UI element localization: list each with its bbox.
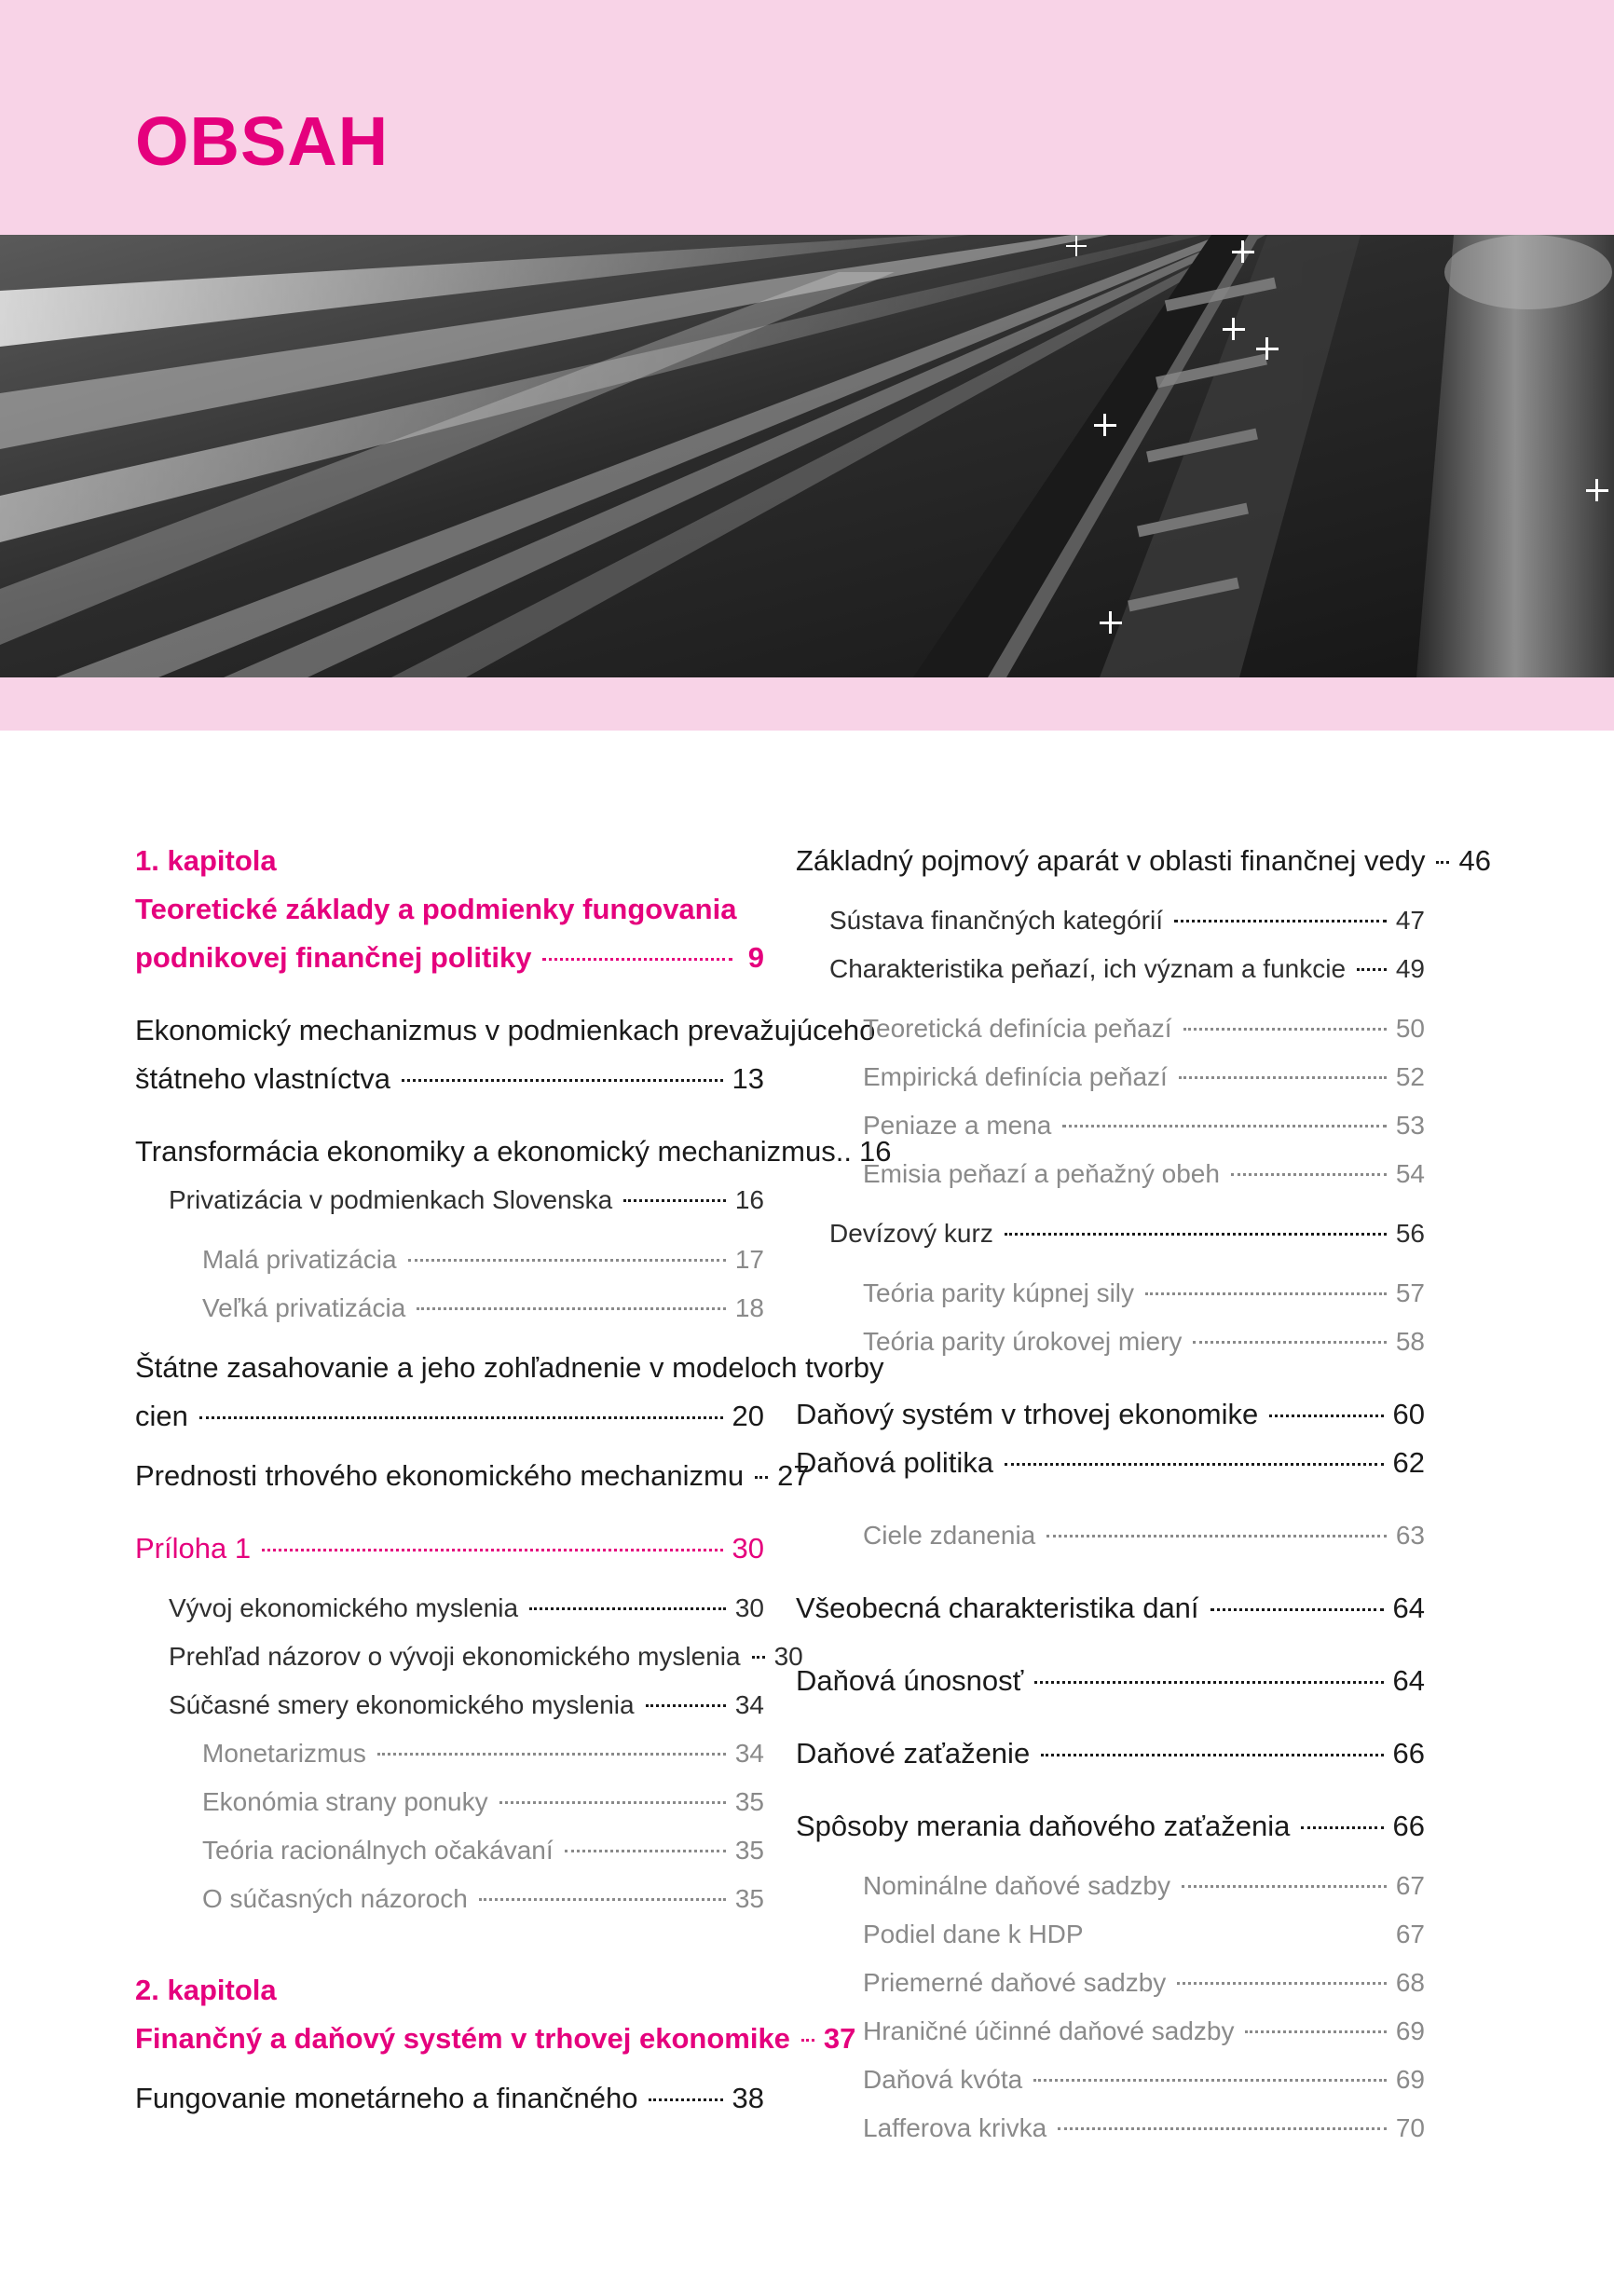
- toc-entry-title: Daňový systém v trhovej ekonomike: [796, 1398, 1259, 1430]
- toc-leader: [1269, 1414, 1383, 1417]
- toc-leader: [402, 1079, 723, 1082]
- toc-page-number: 57: [1395, 1278, 1425, 1307]
- toc-page-number: 63: [1395, 1521, 1425, 1550]
- toc-entry-title: Emisia peňazí a peňažný obeh: [863, 1159, 1220, 1188]
- banner-bottom-band: [0, 677, 1614, 731]
- toc-page-number: 34: [734, 1690, 764, 1719]
- toc-entry-title: O súčasných názoroch: [202, 1884, 468, 1913]
- toc-leader: [1058, 2127, 1387, 2130]
- toc-leader: [646, 1704, 726, 1707]
- toc-page-number: 37: [823, 2022, 856, 2055]
- toc-entry[interactable]: [135, 1875, 764, 1923]
- toc-entry-title: Príloha 1: [135, 1532, 252, 1565]
- appendix-entry[interactable]: [135, 1524, 764, 1573]
- toc-page-number: 67: [1395, 1920, 1425, 1948]
- toc-page-number: 70: [1395, 2113, 1425, 2142]
- toc-entry[interactable]: [796, 1101, 1425, 1150]
- toc-leader: [623, 1199, 726, 1202]
- toc-page-number: 56: [1395, 1219, 1425, 1248]
- toc-entry[interactable]: [796, 1511, 1425, 1560]
- toc-page-number: 60: [1392, 1398, 1425, 1430]
- toc-leader: [1183, 1028, 1387, 1031]
- toc-leader: [1046, 1535, 1387, 1538]
- chapter-1-title-line: Teoretické základy a podmienky fungovania: [135, 893, 737, 925]
- toc-entry[interactable]: [796, 2056, 1425, 2104]
- toc-leader: [377, 1753, 726, 1756]
- toc-page-number: 69: [1395, 2016, 1425, 2045]
- toc-entry-title: Prednosti trhového ekonomického mechanizmu: [135, 1459, 745, 1492]
- toc-entry[interactable]: [796, 2007, 1425, 2056]
- toc-leader: [1034, 1681, 1383, 1684]
- toc-entry[interactable]: [135, 1826, 764, 1875]
- toc-page-number: 49: [1395, 954, 1425, 983]
- toc-page-number: 50: [1395, 1014, 1425, 1043]
- page-title: OBSAH: [135, 102, 390, 180]
- toc-leader: [1177, 1982, 1387, 1985]
- toc-page-number: 35: [734, 1884, 764, 1913]
- toc-entry-title: Nominálne daňové sadzby: [863, 1871, 1170, 1900]
- toc-entry[interactable]: [135, 1729, 764, 1778]
- toc-leader: [408, 1259, 726, 1262]
- toc-page-number: 58: [1395, 1327, 1425, 1356]
- toc-leader: [1231, 1173, 1387, 1176]
- toc-leader: [1179, 1076, 1387, 1079]
- toc-entry[interactable]: [135, 1176, 764, 1224]
- toc-leader: [417, 1307, 726, 1310]
- toc-page-number: 18: [734, 1293, 764, 1322]
- toc-entry-title: štátneho vlastníctva: [135, 1062, 390, 1095]
- toc-leader: [1357, 968, 1387, 971]
- chapter-1-label: 1. kapitola: [135, 844, 277, 877]
- toc-entry[interactable]: [135, 1236, 764, 1284]
- toc-leader: [542, 958, 732, 961]
- toc-page-number: 13: [732, 1062, 764, 1095]
- toc-entry-title: Privatizácia v podmienkach Slovenska: [169, 1185, 613, 1214]
- toc-entry-title: Základný pojmový aparát v oblasti finančnej vedy: [796, 844, 1426, 877]
- toc-entry-title: Vývoj ekonomického myslenia: [169, 1593, 519, 1622]
- toc-leader: [1436, 861, 1449, 864]
- toc-page-number: 34: [734, 1739, 764, 1768]
- chapter-1-entry[interactable]: [135, 934, 764, 982]
- toc-leader: [1005, 1463, 1384, 1466]
- toc-leader: [1145, 1292, 1387, 1295]
- toc-entry-title: Monetarizmus: [202, 1739, 366, 1768]
- toc-entry[interactable]: [796, 1210, 1425, 1258]
- toc-entry[interactable]: [135, 1584, 764, 1633]
- chapter-2-label: 2. kapitola: [135, 1974, 277, 2006]
- toc-entry[interactable]: [796, 945, 1425, 993]
- toc-entry-title: Fungovanie monetárneho a finančného: [135, 2082, 638, 2114]
- toc-leader: [1210, 1608, 1384, 1611]
- toc-page-number: 64: [1392, 1664, 1425, 1697]
- toc-entry[interactable]: [796, 1318, 1425, 1366]
- toc-page-number: 66: [1392, 1810, 1425, 1842]
- toc-entry[interactable]: [796, 896, 1425, 945]
- toc-entry-line: Ekonomický mechanizmus v podmienkach prevažujúceho: [135, 1014, 876, 1046]
- toc-page-number: 52: [1395, 1062, 1425, 1091]
- toc-entry-title: Sústava finančných kategórií: [829, 906, 1163, 935]
- toc-page-number: 30: [773, 1642, 803, 1671]
- toc-right-column: [796, 837, 1491, 2152]
- toc-entry[interactable]: [135, 1778, 764, 1826]
- toc-leader: [755, 1476, 768, 1479]
- toc-entry[interactable]: [796, 1910, 1425, 1959]
- toc-entry-title: Daňová kvóta: [863, 2065, 1023, 2094]
- toc-entry-title: Teória parity kúpnej sily: [863, 1278, 1135, 1307]
- toc-entry-title: Všeobecná charakteristika daní: [796, 1592, 1199, 1624]
- toc-entry[interactable]: [796, 1004, 1425, 1053]
- toc-page-number: 27: [777, 1459, 810, 1492]
- toc-entry-title: Daňová únosnosť: [796, 1664, 1024, 1697]
- toc-entry[interactable]: [135, 2074, 764, 2123]
- toc-entry-title: Priemerné daňové sadzby: [863, 1968, 1167, 1997]
- toc-entry[interactable]: [796, 1150, 1425, 1198]
- toc-page-number: 35: [734, 1787, 764, 1816]
- toc-entry-title: Empirická definícia peňazí: [863, 1062, 1168, 1091]
- toc-entry-title: Súčasné smery ekonomického myslenia: [169, 1690, 635, 1719]
- toc-entry[interactable]: [796, 1959, 1425, 2007]
- banner-image: [0, 235, 1614, 677]
- toc-entry-title: Devízový kurz: [829, 1219, 993, 1248]
- toc-entry-title: Spôsoby merania daňového zaťaženia: [796, 1810, 1291, 1842]
- toc-entry[interactable]: [796, 1584, 1425, 1633]
- toc-page-number: 35: [734, 1836, 764, 1865]
- toc-entry-title: Daňové zaťaženie: [796, 1737, 1031, 1770]
- toc-page-number: 62: [1392, 1446, 1425, 1479]
- toc-entry[interactable]: [796, 1269, 1425, 1318]
- toc-entry-title: Hraničné účinné daňové sadzby: [863, 2016, 1235, 2045]
- toc-entry[interactable]: [135, 1055, 764, 1103]
- toc-entry-title: Charakteristika peňazí, ich význam a funkcie: [829, 954, 1347, 983]
- toc-page-number: 54: [1395, 1159, 1425, 1188]
- toc-entry[interactable]: [796, 1657, 1425, 1705]
- toc-page-number: 53: [1395, 1111, 1425, 1140]
- toc-page-number: 17: [734, 1245, 764, 1274]
- toc-leader: [529, 1607, 726, 1610]
- toc-leader: [1182, 1885, 1387, 1888]
- banner-graphic: [0, 235, 1614, 677]
- toc-leader: [752, 1656, 765, 1659]
- toc-leader: [1301, 1826, 1383, 1829]
- toc-leader: [1041, 1754, 1383, 1756]
- toc-leader: [1245, 2030, 1386, 2033]
- toc-page-number: 46: [1458, 844, 1491, 877]
- toc-leader: [1062, 1125, 1386, 1128]
- toc-page-number: 66: [1392, 1737, 1425, 1770]
- toc-entry[interactable]: [135, 1452, 810, 1500]
- toc-entry-title: Ciele zdanenia: [863, 1521, 1036, 1550]
- toc-entry-title: Lafferova krivka: [863, 2113, 1047, 2142]
- toc-page-number: 38: [732, 2082, 764, 2114]
- toc-page-number: 30: [734, 1593, 764, 1622]
- toc-entry-title: Malá privatizácia: [202, 1245, 397, 1274]
- toc-page-number: 47: [1395, 906, 1425, 935]
- toc-leader: [1193, 1341, 1387, 1344]
- toc-page-number: 20: [732, 1400, 764, 1432]
- toc-page-number: 30: [732, 1532, 764, 1565]
- toc-entry[interactable]: [796, 1390, 1425, 1439]
- toc-page-number: 9: [747, 941, 764, 974]
- header-band: [0, 0, 1614, 235]
- toc-entry[interactable]: [135, 1284, 764, 1332]
- chapter-2-entry[interactable]: [135, 2015, 856, 2063]
- toc-entry[interactable]: [796, 1729, 1425, 1778]
- toc-entry[interactable]: [796, 1862, 1425, 1910]
- toc-entry-title: podnikovej finančnej politiky: [135, 941, 532, 974]
- toc-entry[interactable]: [135, 1633, 803, 1681]
- toc-page-number: 69: [1395, 2065, 1425, 2094]
- toc-page-number: 68: [1395, 1968, 1425, 1997]
- toc-leader: [649, 2098, 722, 2101]
- toc-leader: [262, 1549, 722, 1551]
- toc-leader: [1033, 2079, 1387, 2082]
- toc-page-number: 64: [1392, 1592, 1425, 1624]
- toc-entry-title: Peniaze a mena: [863, 1111, 1052, 1140]
- toc-leader: [199, 1416, 723, 1419]
- toc-leader: [499, 1801, 726, 1804]
- toc-entry-title: Teória parity úrokovej miery: [863, 1327, 1183, 1356]
- toc-entry[interactable]: [135, 1681, 764, 1729]
- toc-entry[interactable]: [796, 1439, 1425, 1487]
- toc-page-number: 16: [858, 1135, 892, 1168]
- toc-entry[interactable]: [796, 1802, 1425, 1851]
- toc-entry-title: Daňová politika: [796, 1446, 993, 1479]
- toc-leader: [565, 1850, 726, 1852]
- toc-entry-title: Finančný a daňový systém v trhovej ekonomike: [135, 2022, 790, 2055]
- toc-leader: [1174, 920, 1387, 922]
- toc-leader: [479, 1898, 726, 1901]
- toc-entry-title: Transformácia ekonomiky a ekonomický mechanizmus..: [135, 1135, 852, 1168]
- toc-entry-title: Veľká privatizácia: [202, 1293, 406, 1322]
- toc-entry[interactable]: [135, 1392, 764, 1441]
- toc-entry[interactable]: [135, 1128, 892, 1176]
- toc-page-number: 16: [734, 1185, 764, 1214]
- toc-entry-line: Štátne zasahovanie a jeho zohľadnenie v modeloch tvorby: [135, 1351, 884, 1384]
- toc-left-column: [135, 837, 892, 2123]
- toc-entry[interactable]: [796, 837, 1491, 885]
- toc-entry-title: Podiel dane k HDP: [863, 1920, 1084, 1948]
- toc-leader: [1005, 1233, 1387, 1236]
- toc-entry[interactable]: [796, 2104, 1425, 2152]
- toc-entry-title: cien: [135, 1400, 188, 1432]
- toc-entry-title: Teoretická definícia peňazí: [863, 1014, 1172, 1043]
- toc-entry-title: Teória racionálnych očakávaní: [202, 1836, 554, 1865]
- toc-page-number: 67: [1395, 1871, 1425, 1900]
- toc-entry-title: Ekonómia strany ponuky: [202, 1787, 488, 1816]
- toc-entry[interactable]: [796, 1053, 1425, 1101]
- toc-entry-title: Prehľad názorov o vývoji ekonomického myslenia: [169, 1642, 741, 1671]
